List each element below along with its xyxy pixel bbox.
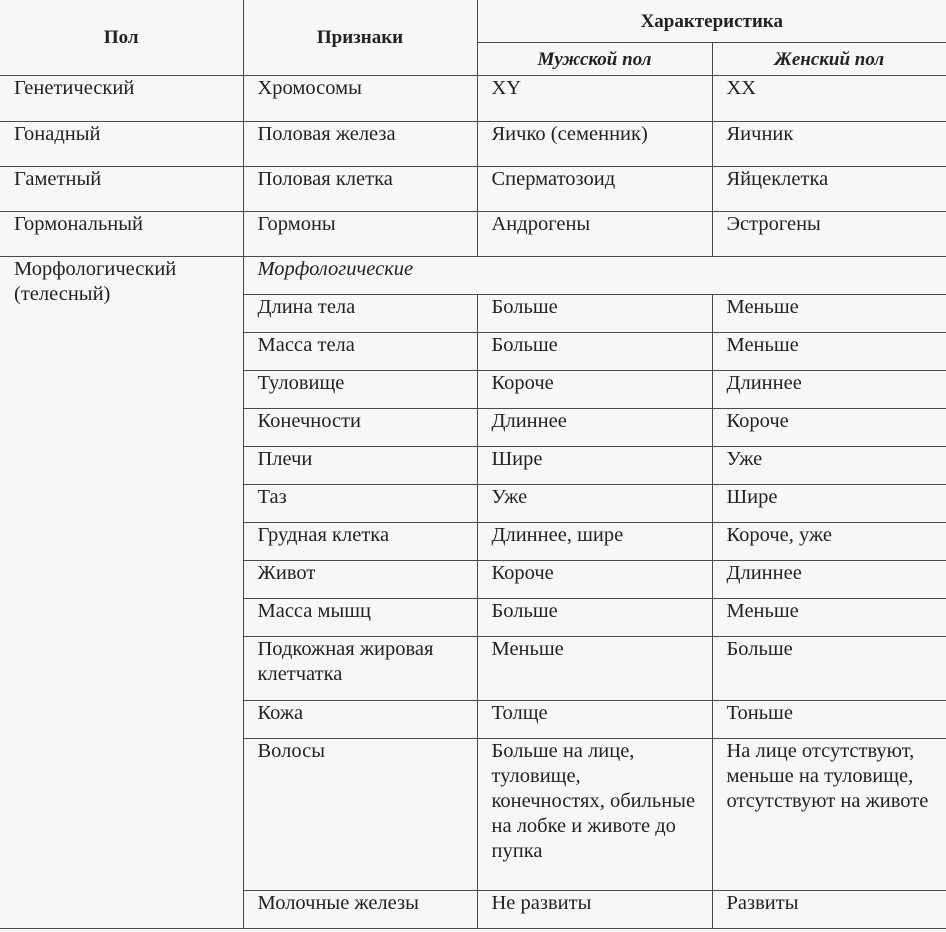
female-cell: Длиннее	[712, 371, 946, 409]
feature-cell: Подкожная жировая клетчатка	[243, 637, 477, 701]
morphological-subheading: Морфологические	[243, 257, 946, 295]
feature-cell: Конечности	[243, 409, 477, 447]
sex-cell-morphological: Морфологический (телесный)	[0, 257, 243, 929]
female-cell: Тоньше	[712, 701, 946, 739]
male-cell: Сперматозоид	[477, 167, 712, 212]
table-row	[0, 212, 946, 257]
female-cell: Длиннее	[712, 561, 946, 599]
male-cell: Шире	[477, 447, 712, 485]
male-cell: Толще	[477, 701, 712, 739]
male-cell: Уже	[477, 485, 712, 523]
feature-cell: Половая железа	[243, 122, 477, 167]
feature-cell: Туловище	[243, 371, 477, 409]
female-cell: Меньше	[712, 599, 946, 637]
sex-cell: Гаметный	[0, 167, 243, 212]
feature-cell: Кожа	[243, 701, 477, 739]
header-features: Признаки	[243, 0, 477, 76]
feature-cell: Хромосомы	[243, 76, 477, 122]
male-cell: Короче	[477, 561, 712, 599]
male-cell: Больше	[477, 333, 712, 371]
male-cell: Меньше	[477, 637, 712, 701]
sex-cell: Гормональный	[0, 212, 243, 257]
feature-cell: Длина тела	[243, 295, 477, 333]
female-cell: Шире	[712, 485, 946, 523]
table-row	[0, 76, 946, 122]
female-cell: Больше	[712, 637, 946, 701]
header-male: Мужской пол	[477, 43, 712, 76]
header-characteristic: Характеристика	[477, 0, 946, 43]
male-cell: Яичко (семенник)	[477, 122, 712, 167]
female-cell: Развиты	[712, 891, 946, 929]
feature-cell: Молочные железы	[243, 891, 477, 929]
male-cell: Не развиты	[477, 891, 712, 929]
feature-cell: Масса тела	[243, 333, 477, 371]
male-cell: Больше на лице, туловище, конечностях, обильные на лобке и животе до пупка	[477, 739, 712, 891]
feature-cell: Половая клетка	[243, 167, 477, 212]
feature-cell: Плечи	[243, 447, 477, 485]
feature-cell: Грудная клетка	[243, 523, 477, 561]
feature-cell: Живот	[243, 561, 477, 599]
feature-cell: Масса мышц	[243, 599, 477, 637]
feature-cell: Таз	[243, 485, 477, 523]
sex-cell: Генетический	[0, 76, 243, 122]
male-cell: Андрогены	[477, 212, 712, 257]
female-cell: XX	[712, 76, 946, 122]
male-cell: Больше	[477, 295, 712, 333]
female-cell: Меньше	[712, 333, 946, 371]
feature-cell: Гормоны	[243, 212, 477, 257]
female-cell: Короче	[712, 409, 946, 447]
female-cell: Меньше	[712, 295, 946, 333]
female-cell: Короче, уже	[712, 523, 946, 561]
feature-cell: Волосы	[243, 739, 477, 891]
sex-cell: Гонадный	[0, 122, 243, 167]
male-cell: Короче	[477, 371, 712, 409]
table-row	[0, 122, 946, 167]
female-cell: Уже	[712, 447, 946, 485]
header-female: Женский пол	[712, 43, 946, 76]
female-cell: На лице отсутствуют, меньше на туловище, отсутствуют на животе	[712, 739, 946, 891]
female-cell: Эстрогены	[712, 212, 946, 257]
female-cell: Яичник	[712, 122, 946, 167]
male-cell: XY	[477, 76, 712, 122]
header-sex: Пол	[0, 0, 243, 76]
female-cell: Яйцеклетка	[712, 167, 946, 212]
male-cell: Больше	[477, 599, 712, 637]
male-cell: Длиннее	[477, 409, 712, 447]
table-row	[0, 257, 946, 295]
male-cell: Длиннее, шире	[477, 523, 712, 561]
table-row	[0, 167, 946, 212]
